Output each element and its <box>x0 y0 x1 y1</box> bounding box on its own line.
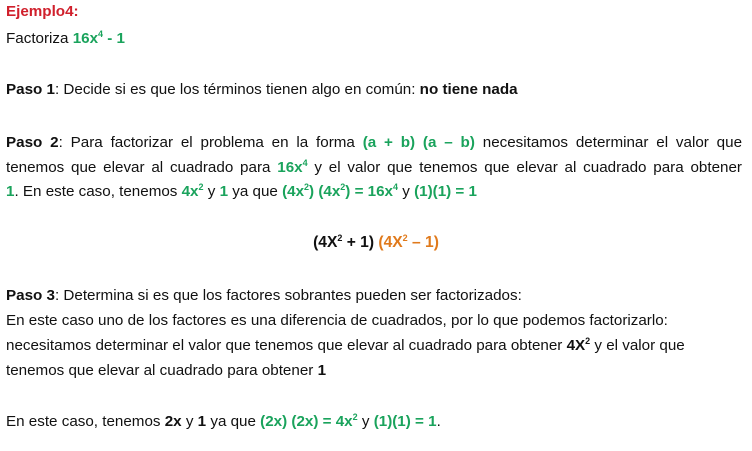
final-product-ones: (1)(1) = 1 <box>373 413 437 430</box>
paso1-result: no tiene nada <box>419 81 518 98</box>
paso2-line1: Paso 2: Para factorizar el problema en la forma (a + b) (a – b) necesitamos determinar el valor que <box>6 134 743 151</box>
paso3-label: Paso 3 <box>6 287 55 304</box>
example-title: Ejemplo4: <box>6 3 79 20</box>
paso2-line3: 1. En este caso, tenemos $4x^2$ y 1 ya que $(4x^2) (4x^2) = 16x^4$ y (1)(1) = 1 <box>6 182 477 200</box>
paso2-line2: tenemos que elevar al cuadrado para $16x^4$ y el valor que tenemos que elevar al cuadrado para obtener <box>6 158 742 176</box>
paso3-line3: necesitamos determinar el valor que tenemos que elevar al cuadrado para obtener $4X^2$ y el valor que <box>6 336 685 354</box>
paso3-line1: Paso 3: Determina si es que los factores sobrantes pueden ser factorizados: <box>6 287 522 304</box>
final-product-check: (2x) $(2x) = 4x^2$ <box>260 412 358 430</box>
paso1-text: : Decide si es que los términos tienen algo en común: <box>54 81 420 98</box>
final-line: En este caso, tenemos 2x y 1 ya que (2x) $(2x) = 4x^2$ y (1)(1) = 1. <box>6 412 441 430</box>
factored-result <box>0 232 752 254</box>
intro-expression: $16x^4 - 1$ <box>72 29 125 47</box>
term-one-bold: 1 <box>317 362 327 379</box>
paso2-label: Paso 2 <box>6 134 59 151</box>
product-check-ones: (1)(1) = 1 <box>414 183 477 200</box>
term-2x: 2x <box>164 413 182 430</box>
term-4X2: $4X^2$ <box>566 336 591 354</box>
paso1-line <box>6 80 518 100</box>
factor-difference: $(4X^2 - 1)$ <box>378 233 439 251</box>
term-4x2: $4x^2$ <box>181 182 204 200</box>
paso3-line4: tenemos que elevar al cuadrado para obtener 1 <box>6 362 327 379</box>
term-one: 1 <box>6 183 15 200</box>
intro-label: Factoriza <box>6 30 73 47</box>
intro-line <box>6 29 125 49</box>
factor-form: (a + b) (a – b) <box>362 134 475 151</box>
product-check: $(4x^2) (4x^2) = 16x^4$ <box>282 182 399 200</box>
factor-sum: $(4X^2 + 1)$ <box>313 233 379 251</box>
paso3-line2: En este caso uno de los factores es una diferencia de cuadrados, por lo que podemos factorizarlo: <box>6 312 668 329</box>
term-16x4: $16x^4$ <box>277 158 308 176</box>
paso1-label: Paso 1 <box>6 81 55 98</box>
